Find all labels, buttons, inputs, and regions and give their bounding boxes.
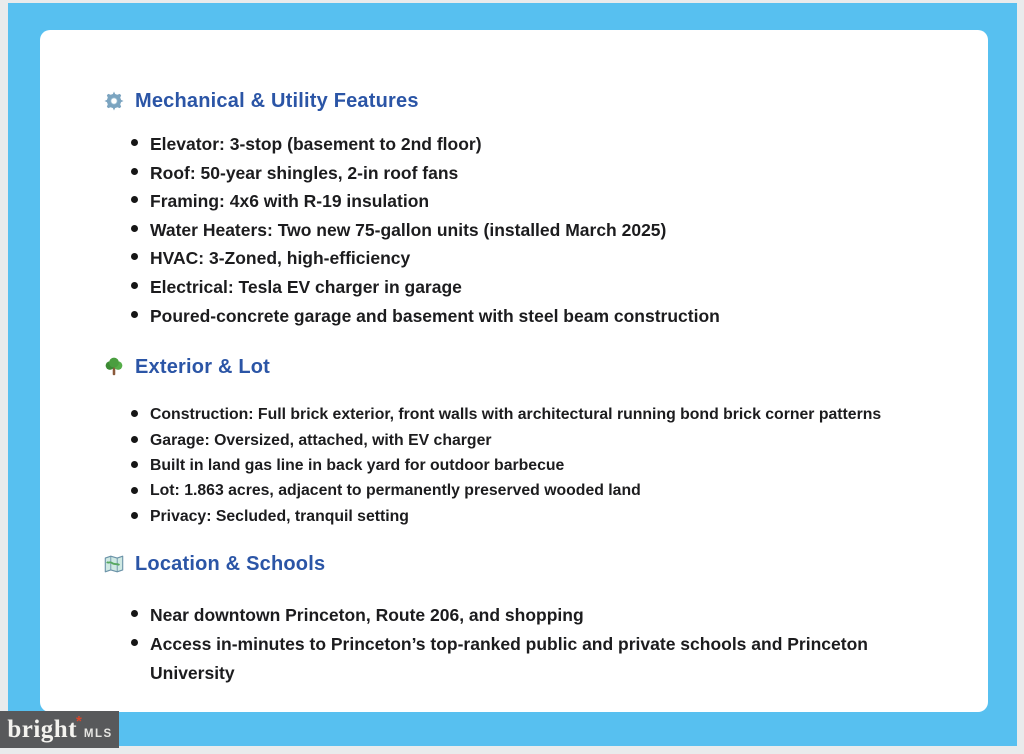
- flyer-content: [103, 88, 948, 712]
- list-item: Poured-concrete garage and basement with steel beam construction: [129, 302, 887, 331]
- list-item: Near downtown Princeton, Route 206, and shopping: [129, 601, 887, 630]
- list-item: Lot: 1.863 acres, adjacent to permanently preserved wooded land: [129, 478, 911, 503]
- list-item: HVAC: 3-Zoned, high-efficiency: [129, 244, 887, 273]
- brightmls-logo-wordmark: bright: [7, 716, 78, 743]
- list-item: Construction: Full brick exterior, front walls with architectural running bond brick corner patterns: [129, 402, 911, 427]
- section-heading: [103, 551, 948, 577]
- section-location-schools: [103, 551, 948, 688]
- map-icon: [103, 553, 125, 575]
- gear-icon: [103, 90, 125, 112]
- list-item: Roof: 50-year shingles, 2-in roof fans: [129, 159, 887, 188]
- section-exterior-lot: [103, 354, 948, 529]
- list-item: Garage: Oversized, attached, with EV charger: [129, 428, 911, 453]
- list-item: Privacy: Secluded, tranquil setting: [129, 504, 911, 529]
- section-mechanical-utility: [103, 88, 948, 330]
- tree-icon: [103, 356, 125, 378]
- list-item: Built in land gas line in back yard for outdoor barbecue: [129, 453, 911, 478]
- feature-list: [129, 130, 887, 330]
- brightmls-logo: [0, 711, 119, 748]
- list-item: Framing: 4x6 with R-19 insulation: [129, 187, 887, 216]
- flyer-blue-frame: [8, 3, 1017, 746]
- list-item: Elevator: 3-stop (basement to 2nd floor): [129, 130, 887, 159]
- brightmls-logo-star: *: [76, 713, 82, 730]
- section-heading: [103, 354, 948, 380]
- section-title: Location & Schools: [135, 553, 326, 576]
- section-title: Mechanical & Utility Features: [135, 90, 419, 112]
- feature-list: [129, 402, 911, 529]
- flyer-page: [40, 30, 988, 712]
- feature-list: [129, 601, 887, 688]
- section-heading: [103, 88, 948, 114]
- brightmls-logo-suffix: MLS: [83, 727, 113, 740]
- list-item: Electrical: Tesla EV charger in garage: [129, 273, 887, 302]
- list-item: Water Heaters: Two new 75-gallon units (installed March 2025): [129, 216, 887, 245]
- section-title: Exterior & Lot: [135, 356, 271, 379]
- list-item: Access in-minutes to Princeton’s top-ranked public and private schools and Princeton University: [129, 630, 887, 688]
